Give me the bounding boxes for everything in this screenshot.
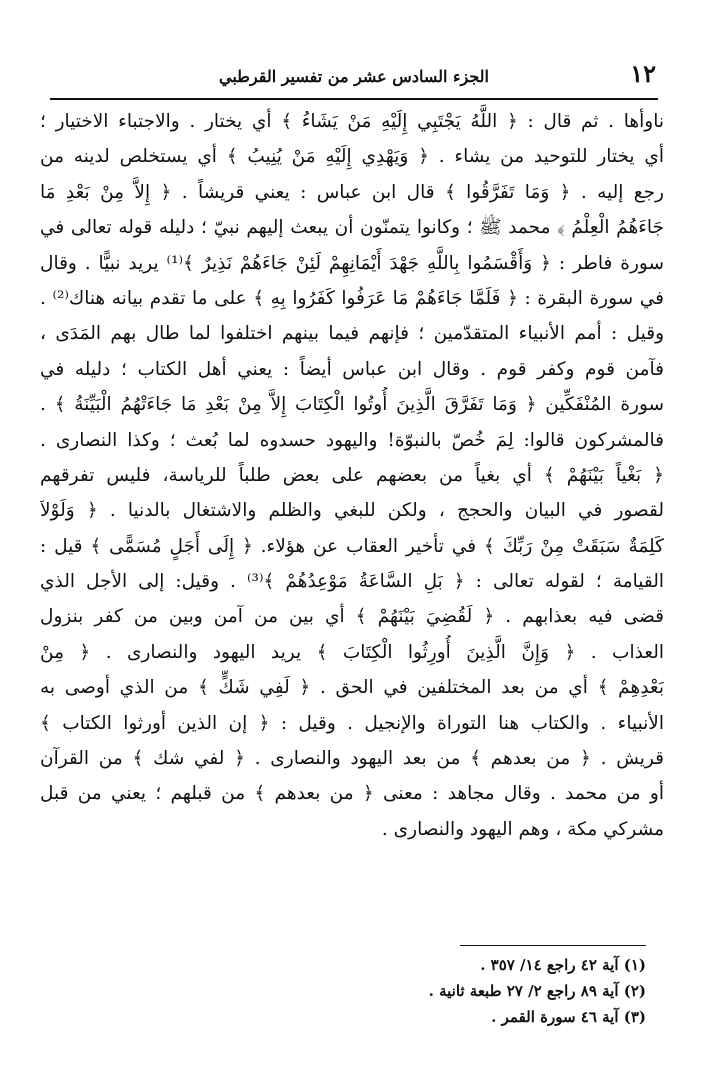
text-line: أو من محمد . وقال مجاهد : معنى ﴿ من بعدهم ﴾ من قبلهم ؛ يعني من قبل [40, 783, 664, 805]
text-line: ﴿ بَغْياً بَيْنَهُمْ ﴾ أي بغياً من بعضهم على بعض طلباً للرياسة، فليس تفرقهم [40, 464, 664, 486]
text-line: أي يختار للتوحيد من يشاء . ﴿ وَيَهْدِي إِلَيْهِ مَنْ يُنِيبُ ﴾ أي يستخلص لدينه من [40, 146, 664, 168]
text-line: فالمشركون قالوا: لِمَ خُصّ بالنبوّة! واليهود حسدوه لما بُعث ؛ وكذا النصارى . [40, 429, 664, 451]
text-line: الأنبياء . والكتاب هنا التوراة والإنجيل . وقيل : ﴿ إن الذين أورثوا الكتاب ﴾ [40, 712, 664, 734]
text-line: بَعْدِهِمْ ﴾ أي من بعد المختلفين في الحق . ﴿ لَفِي شَكٍّ ﴾ من الذي أوصى به [40, 677, 664, 699]
text-line: رجع إليه . ﴿ وَمَا تَفَرَّقُوا ﴾ قال ابن عباس : يعني قريشاً . ﴿ إِلاَّ مِنْ بَعْدِ مَا [40, 181, 664, 203]
footnote-divider [460, 945, 646, 946]
running-title: الجزء السادس عشر من تفسير القرطبي [219, 67, 489, 86]
body-text [40, 104, 664, 847]
page-header [50, 58, 658, 100]
text-line: سورة فاطر : ﴿ وَأَقْسَمُوا بِاللَّهِ جَهْدَ أَيْمَانِهِمْ لَئِنْ جَاءَهُمْ نَذِيرٌ ﴾⁽¹⁾ يريد نبيًّا . وقال [40, 252, 664, 274]
text-line: ناوأها . ثم قال : ﴿ اللَّهُ يَجْتَبِي إِلَيْهِ مَنْ يَشَاءُ ﴾ أي يختار . والاجتباء الاختيار ؛ [40, 111, 664, 132]
page-number: ١٢ [630, 59, 656, 88]
text-line: سورة المُنْفَكِّين ﴿ وَمَا تَفَرَّقَ الَّذِينَ أُوتُوا الْكِتَابَ إِلاَّ مِنْ بَعْدِ مَا جَاءَتْهُمُ الْبَيِّنَةُ ﴾ . [40, 394, 664, 416]
text-line: في سورة البقرة : ﴿ فَلَمَّا جَاءَهُمْ مَا عَرَفُوا كَفَرُوا بِهِ ﴾ على ما تقدم بيانه هناك⁽²⁾ . [40, 287, 664, 309]
text-line: جَاءَهُمُ الْعِلْمُ ﴾ محمد ﷺ ؛ وكانوا يتمنّون أن يبعث إليهم نبيّ ؛ دليله قوله تعالى في [40, 217, 664, 239]
footnotes [226, 952, 646, 1030]
footnote: (١) آية ٤٢ راجع ١٤/ ٣٥٧ . [480, 956, 646, 974]
text-line: قضى فيه بعذابهم . ﴿ لَقُضِيَ بَيْنَهُمْ ﴾ أي بين من آمن وبين من كفر بنزول [40, 606, 664, 628]
footnote: (٣) آية ٤٦ سورة القمر . [491, 1008, 646, 1026]
text-line: فآمن قوم وكفر قوم . وقال ابن عباس أيضاً : يعني أهل الكتاب ؛ دليله في [40, 358, 664, 380]
text-line: القيامة ؛ لقوله تعالى : ﴿ بَلِ السَّاعَةُ مَوْعِدُهُمْ ﴾⁽³⁾ . وقيل: إلى الأجل الذي [40, 571, 664, 593]
text-line: وقيل : أمم الأنبياء المتقدّمين ؛ فإنهم فيما بينهم اختلفوا لما طال بهم المَدَى ، [40, 323, 664, 345]
text-line: العذاب . ﴿ وَإِنَّ الَّذِينَ أُورِثُوا الْكِتَابَ ﴾ يريد اليهود والنصارى . ﴿ مِنْ [40, 641, 664, 663]
text-line: لقصور في البيان والحجج ، ولكن للبغي والظلم والاشتغال بالدنيا . ﴿ وَلَوْلاَ [40, 500, 664, 522]
footnote: (٢) آية ٨٩ راجع ٢/ ٢٧ طبعة ثانية . [428, 982, 646, 1000]
text-line: مشركي مكة ، وهم اليهود والنصارى . [381, 818, 664, 840]
text-line: كَلِمَةٌ سَبَقَتْ مِنْ رَبِّكَ ﴾ في تأخير العقاب عن هؤلاء. ﴿ إِلَى أَجَلٍ مُسَمًّى ﴾ قيل : [40, 535, 664, 557]
text-line: قريش . ﴿ من بعدهم ﴾ من بعد اليهود والنصارى . ﴿ لفي شك ﴾ من القرآن [40, 748, 664, 770]
